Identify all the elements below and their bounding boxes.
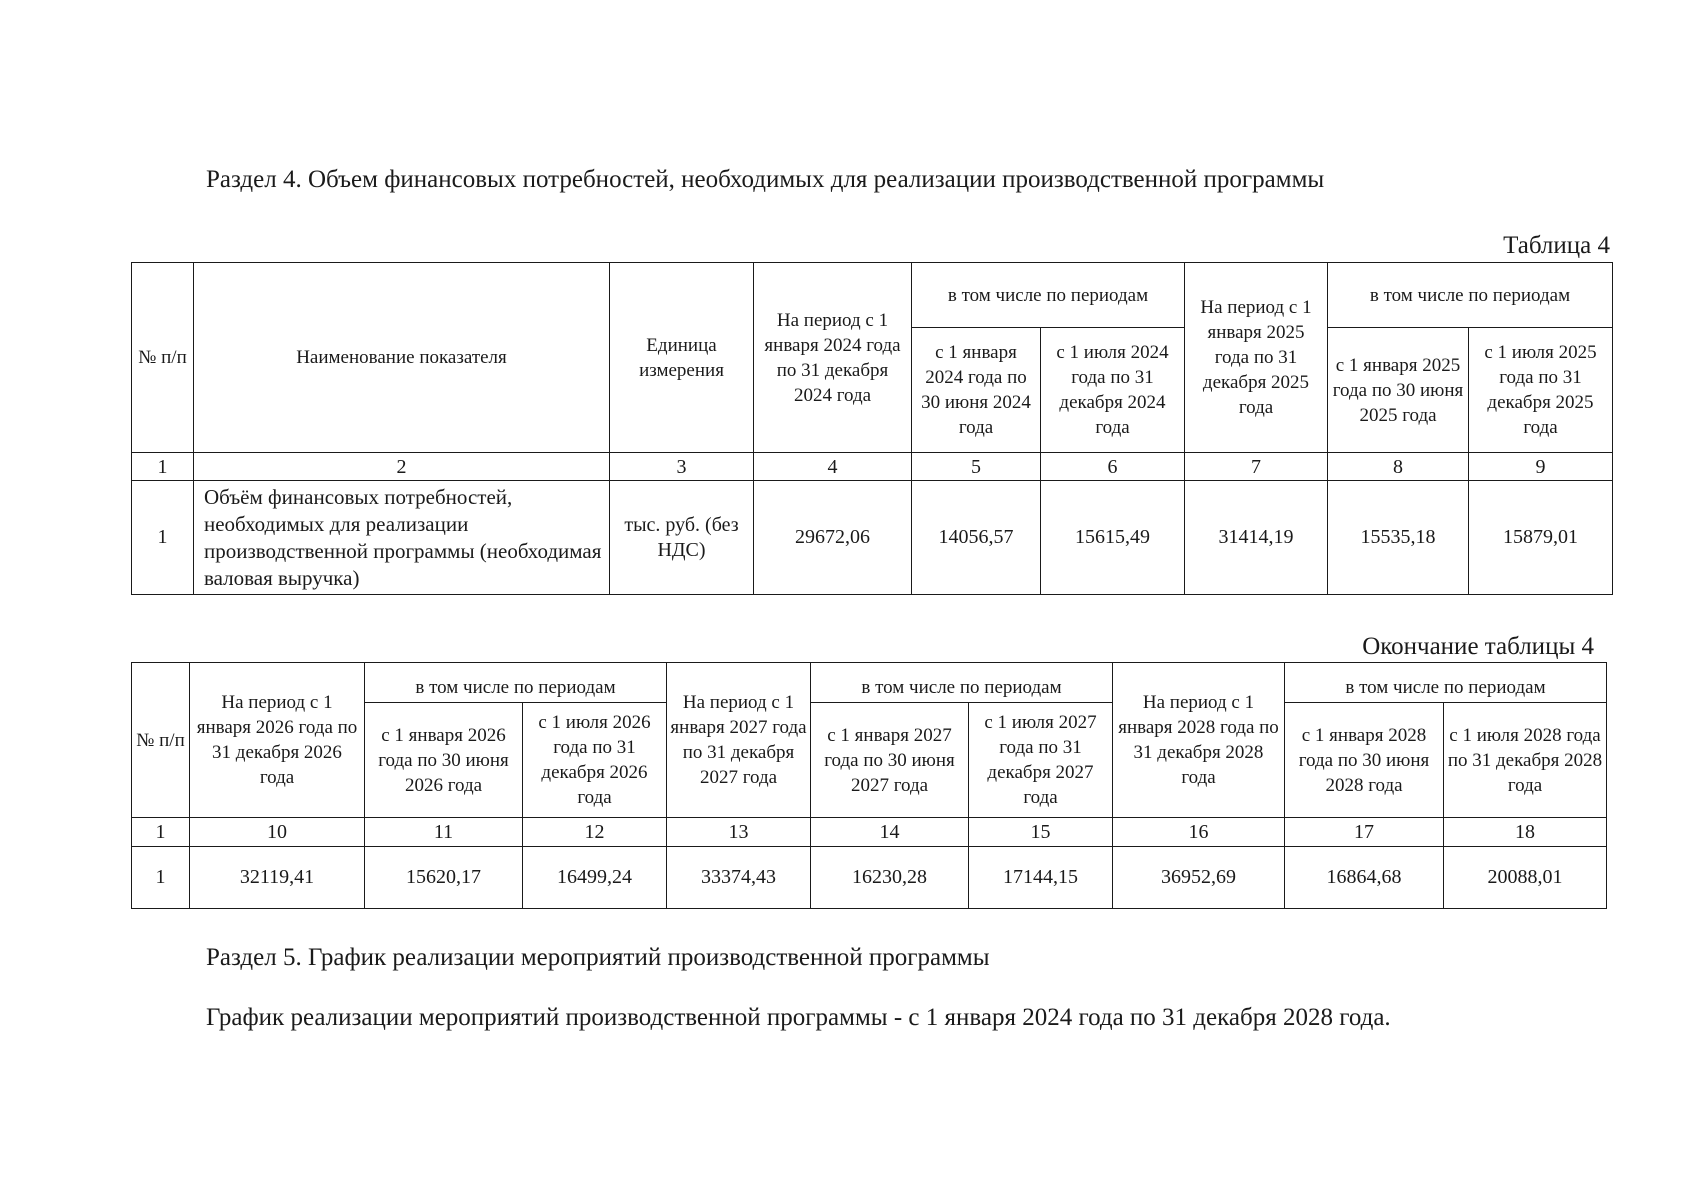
table4-header-h2-2024: с 1 июля 2024 года по 31 декабря 2024 года bbox=[1041, 328, 1185, 453]
table4-continuation-value-2028: 36952,69 bbox=[1113, 847, 1285, 909]
table4-row-unit: тыс. руб. (без НДС) bbox=[610, 481, 754, 595]
table4-continuation-column-number: 1 bbox=[132, 818, 190, 847]
table4-column-number: 9 bbox=[1469, 453, 1613, 481]
table4-data-row bbox=[132, 481, 1613, 595]
table4-value-h1-2025: 15535,18 bbox=[1328, 481, 1469, 595]
table4-continuation-header-period-2028: На период с 1 января 2028 года по 31 декабря 2028 года bbox=[1113, 663, 1285, 818]
table4-column-number: 6 bbox=[1041, 453, 1185, 481]
table4-header-h1-2024: с 1 января 2024 года по 30 июня 2024 года bbox=[912, 328, 1041, 453]
table4-column-number: 1 bbox=[132, 453, 194, 481]
table4-value-h2-2025: 15879,01 bbox=[1469, 481, 1613, 595]
table4-header-row bbox=[132, 263, 1613, 328]
table4-continuation-value-h1-2027: 16230,28 bbox=[811, 847, 969, 909]
table4-continuation-header-period-2027: На период с 1 января 2027 года по 31 декабря 2027 года bbox=[667, 663, 811, 818]
table4-header-h2-2025: с 1 июля 2025 года по 31 декабря 2025 года bbox=[1469, 328, 1613, 453]
table4-continuation-row-num: 1 bbox=[132, 847, 190, 909]
table4-column-number-row bbox=[132, 453, 1613, 481]
table4-continuation-header-h1-2027: с 1 января 2027 года по 30 июня 2027 года bbox=[811, 703, 969, 818]
table4-continuation-column-number: 15 bbox=[969, 818, 1113, 847]
table4-continuation-header-row bbox=[132, 663, 1607, 703]
table4-continuation-header-h2-2026: с 1 июля 2026 года по 31 декабря 2026 года bbox=[523, 703, 667, 818]
table4-value-2024: 29672,06 bbox=[754, 481, 912, 595]
table4-continuation-header-group-2028: в том числе по периодам bbox=[1285, 663, 1607, 703]
table4-header-period-2024: На период с 1 января 2024 года по 31 декабря 2024 года bbox=[754, 263, 912, 453]
table4-header-group-2024: в том числе по периодам bbox=[912, 263, 1185, 328]
table4-continuation-column-number: 16 bbox=[1113, 818, 1285, 847]
table4-continuation-value-h1-2026: 15620,17 bbox=[365, 847, 523, 909]
table4-header-h1-2025: с 1 января 2025 года по 30 июня 2025 года bbox=[1328, 328, 1469, 453]
table4-header-period-2025: На период с 1 января 2025 года по 31 декабря 2025 года bbox=[1185, 263, 1328, 453]
table4-continuation-value-h2-2028: 20088,01 bbox=[1444, 847, 1607, 909]
table4-continuation-column-number: 11 bbox=[365, 818, 523, 847]
table4-continuation-column-number: 18 bbox=[1444, 818, 1607, 847]
table4-continuation-value-h2-2026: 16499,24 bbox=[523, 847, 667, 909]
table4-continuation-header-period-2026: На период с 1 января 2026 года по 31 декабря 2026 года bbox=[190, 663, 365, 818]
table4-header-group-2025: в том числе по периодам bbox=[1328, 263, 1613, 328]
table4-column-number: 4 bbox=[754, 453, 912, 481]
table4-label: Таблица 4 bbox=[1503, 232, 1610, 259]
table4-continuation-column-number: 14 bbox=[811, 818, 969, 847]
table4-column-number: 7 bbox=[1185, 453, 1328, 481]
section5-title: Раздел 5. График реализации мероприятий производственной программы bbox=[206, 944, 990, 971]
table4-column-number: 5 bbox=[912, 453, 1041, 481]
table4-continuation-column-number: 17 bbox=[1285, 818, 1444, 847]
table4-continuation-value-h2-2027: 17144,15 bbox=[969, 847, 1113, 909]
table4-continuation-caption: Окончание таблицы 4 bbox=[1362, 633, 1594, 660]
table4-continuation-header-group-2027: в том числе по периодам bbox=[811, 663, 1113, 703]
table4-value-h2-2024: 15615,49 bbox=[1041, 481, 1185, 595]
table4-continuation-value-2027: 33374,43 bbox=[667, 847, 811, 909]
section4-title: Раздел 4. Объем финансовых потребностей, необходимых для реализации производственной программы bbox=[206, 166, 1325, 193]
table4-continuation-header-h1-2026: с 1 января 2026 года по 30 июня 2026 года bbox=[365, 703, 523, 818]
table4-header-unit: Единица измерения bbox=[610, 263, 754, 453]
table4-continuation-header-h2-2028: с 1 июля 2028 года по 31 декабря 2028 года bbox=[1444, 703, 1607, 818]
table4-value-2025: 31414,19 bbox=[1185, 481, 1328, 595]
table4-continuation-header-h2-2027: с 1 июля 2027 года по 31 декабря 2027 года bbox=[969, 703, 1113, 818]
table4-column-number: 3 bbox=[610, 453, 754, 481]
table4-continuation-value-2026: 32119,41 bbox=[190, 847, 365, 909]
table4-continuation-header-num: № п/п bbox=[132, 663, 190, 818]
table4-value-h1-2024: 14056,57 bbox=[912, 481, 1041, 595]
table4-continuation-column-number-row bbox=[132, 818, 1607, 847]
table4-continuation-value-h1-2028: 16864,68 bbox=[1285, 847, 1444, 909]
section5-text: График реализации мероприятий производственной программы - с 1 января 2024 года по 31 декабря 2028 года. bbox=[206, 1004, 1391, 1031]
table4-continuation-header-group-2026: в том числе по периодам bbox=[365, 663, 667, 703]
table4-continuation-data-row bbox=[132, 847, 1607, 909]
table4-header-name: Наименование показателя bbox=[194, 263, 610, 453]
table4 bbox=[131, 262, 1613, 595]
table4-row-num: 1 bbox=[132, 481, 194, 595]
table4-continuation bbox=[131, 662, 1607, 909]
table4-continuation-column-number: 10 bbox=[190, 818, 365, 847]
table4-continuation-column-number: 13 bbox=[667, 818, 811, 847]
table4-continuation-column-number: 12 bbox=[523, 818, 667, 847]
table4-column-number: 8 bbox=[1328, 453, 1469, 481]
table4-row-name: Объём финансовых потребностей, необходимых для реализации производственной программы (необходимая валовая выручка) bbox=[194, 481, 610, 595]
table4-continuation-header-h1-2028: с 1 января 2028 года по 30 июня 2028 года bbox=[1285, 703, 1444, 818]
table4-column-number: 2 bbox=[194, 453, 610, 481]
table4-header-num: № п/п bbox=[132, 263, 194, 453]
